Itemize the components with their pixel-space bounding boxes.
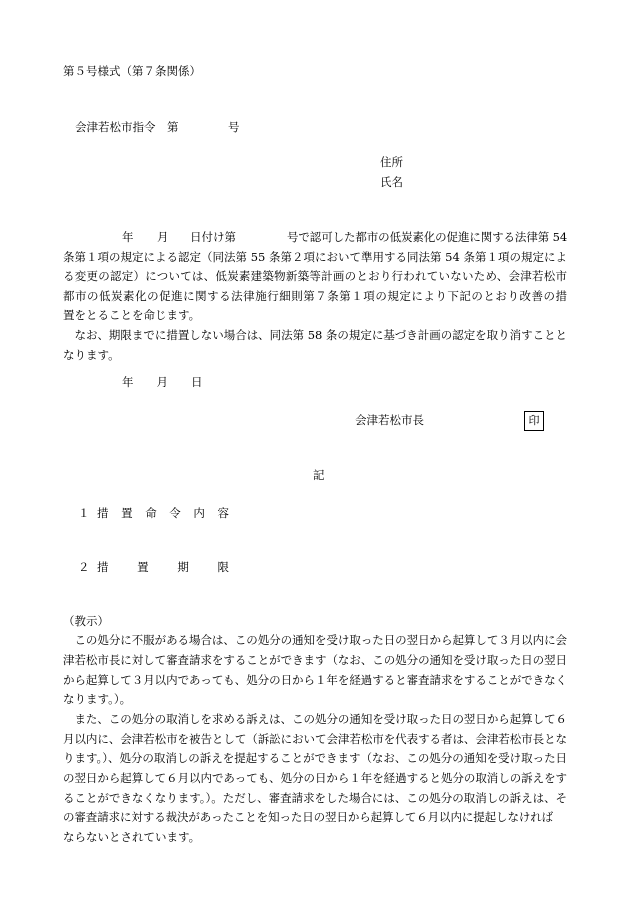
issuer-title: 会津若松市長: [355, 413, 424, 427]
item-row: [0, 504, 630, 524]
instruction-line: の翌日から起算して６月以内であっても、処分の日から１年を経過すると処分の取消しの訴えをす: [63, 771, 567, 785]
instruction-line: ります。）、処分の取消しの訴えを提起することができます（なお、この処分の通知を受け取った日: [63, 751, 567, 766]
instruction-line: なります。）。: [63, 692, 132, 707]
address-label: 住所: [380, 155, 403, 169]
item-row: [0, 558, 630, 578]
item-number: ２: [78, 560, 90, 574]
instruction-line: の審査請求に対する裁決があったことを知った日の翌日から起算して６月以内に提起しなければ: [63, 810, 553, 825]
instruction-line: 津若松市長に対して審査請求をすることができます（なお、この処分の通知を受け取った日の翌日: [63, 652, 567, 667]
item-label: 措置期限: [97, 560, 229, 574]
item-label: 措置命令内容: [97, 506, 229, 520]
issue-date: 年 月 日: [122, 375, 203, 389]
instruction-line: ることができなくなります。）。ただし、審査請求をした場合には、この処分の取消しの訴えは、そ: [63, 790, 567, 805]
instruction-line: ならないとされています。: [63, 830, 201, 845]
body-line: 置をとることを命じます。: [63, 308, 201, 323]
item-number: １: [78, 506, 90, 520]
directive-number-prefix: 会津若松市指令 第: [75, 120, 179, 134]
body-line: 条第１項の規定による認定（同法第 55 条第２項において準用する同法第 54 条第１項の規定によ: [63, 249, 567, 264]
body-month: 月: [157, 230, 169, 244]
body-year: 年: [122, 230, 134, 244]
body-first-line-rest: 号で認可した都市の低炭素化の促進に関する法律第 54: [287, 230, 567, 244]
name-label: 氏名: [380, 175, 403, 189]
instruction-line: 月以内に、会津若松市を被告として（訴訟において会津若松市を代表する者は、会津若松市長とな: [63, 731, 567, 746]
form-label: 第５号様式（第７条関係）: [63, 64, 201, 78]
instruction-body: [63, 631, 567, 848]
note-heading: 記: [313, 468, 325, 482]
seal-box: 印: [524, 411, 544, 431]
body-line-first: [63, 228, 567, 248]
body-line: なお、期限までに措置しない場合は、同法第 58 条の規定に基づき計画の認定を取り消すことと: [63, 327, 567, 342]
instruction-line: この処分に不服がある場合は、この処分の通知を受け取った日の翌日から起算して３月以内に会: [63, 633, 567, 648]
instruction-line: から起算して３月以内であっても、処分の日から１年を経過すると審査請求をすることができなく: [63, 672, 567, 687]
directive-number-suffix: 号: [228, 120, 240, 134]
instruction-heading: （教示）: [63, 614, 109, 628]
body-line: る変更の認定）については、低炭素建築物新築等計画のとおり行われていないため、会津若松市: [63, 269, 567, 284]
order-body: [63, 228, 567, 365]
instruction-line: また、この処分の取消しを求める訴えは、この処分の通知を受け取った日の翌日から起算して６: [63, 711, 567, 726]
body-line: 都市の低炭素化の促進に関する法律施行細則第７条第１項の規定により下記のとおり改善の措: [63, 288, 567, 303]
body-line: なります。: [63, 347, 120, 362]
body-day-prefix: 日付け第: [190, 230, 236, 244]
